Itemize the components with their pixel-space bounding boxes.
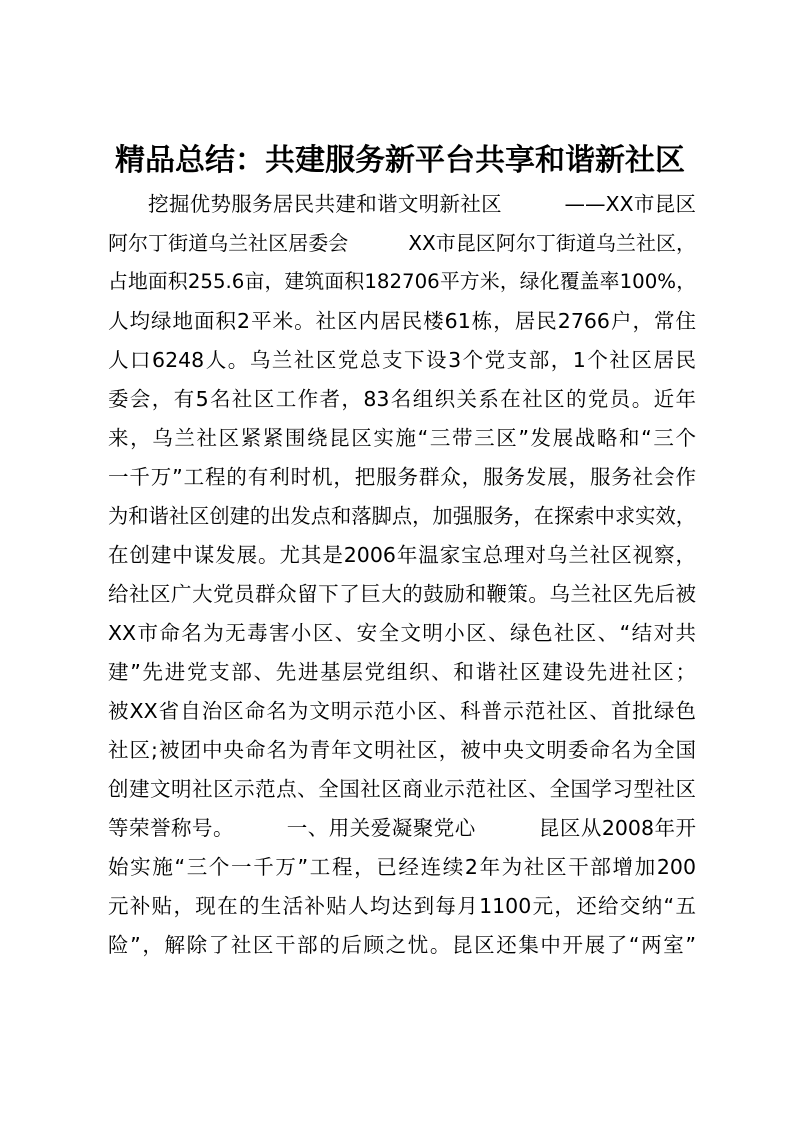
document-title: 精品总结：共建服务新平台共享和谐新社区: [115, 143, 685, 178]
body-line: 人口6248人。乌兰社区党总支下设3个党支部，1个社区居民: [108, 348, 696, 372]
body-line: 等荣誉称号。 一、用关爱凝聚党心 昆区从2008年开: [108, 816, 696, 840]
body-line: 挖掘优势服务居民共建和谐文明新社区 ——XX市昆区: [148, 192, 696, 216]
body-line: 元补贴，现在的生活补贴人均达到每月1100元，还给交纳“五: [108, 894, 696, 918]
body-line: 委会，有5名社区工作者，83名组织关系在社区的党员。近年: [108, 387, 696, 411]
body-line: 一千万”工程的有利时机，把服务群众，服务发展，服务社会作: [108, 465, 696, 489]
body-line: 占地面积255.6亩，建筑面积182706平方米，绿化覆盖率100%，: [108, 270, 696, 293]
body-line: 给社区广大党员群众留下了巨大的鼓励和鞭策。乌兰社区先后被: [108, 582, 696, 606]
body-line: 来，乌兰社区紧紧围绕昆区实施“三带三区”发展战略和“三个: [108, 426, 696, 450]
body-line: 险”，解除了社区干部的后顾之忧。昆区还集中开展了“两室”: [108, 933, 696, 957]
body-line: 社区;被团中央命名为青年文明社区，被中央文明委命名为全国: [108, 738, 696, 762]
body-line: 被XX省自治区命名为文明示范小区、科普示范社区、首批绿色: [108, 699, 696, 723]
body-line: XX市命名为无毒害小区、安全文明小区、绿色社区、“结对共: [108, 621, 696, 645]
body-line: 创建文明社区示范点、全国社区商业示范社区、全国学习型社区: [108, 777, 696, 801]
body-line: 人均绿地面积2平米。社区内居民楼61栋，居民2766户，常住: [108, 309, 696, 333]
body-line: 为和谐社区创建的出发点和落脚点，加强服务，在探索中求实效，: [108, 504, 696, 528]
body-line: 建”先进党支部、先进基层党组织、和谐社区建设先进社区；: [108, 660, 696, 684]
body-line: 始实施“三个一千万”工程，已经连续2年为社区干部增加200: [108, 855, 696, 879]
body-line: 阿尔丁街道乌兰社区居委会 XX市昆区阿尔丁街道乌兰社区，: [108, 231, 696, 255]
body-line: 在创建中谋发展。尤其是2006年温家宝总理对乌兰社区视察，: [108, 543, 696, 567]
